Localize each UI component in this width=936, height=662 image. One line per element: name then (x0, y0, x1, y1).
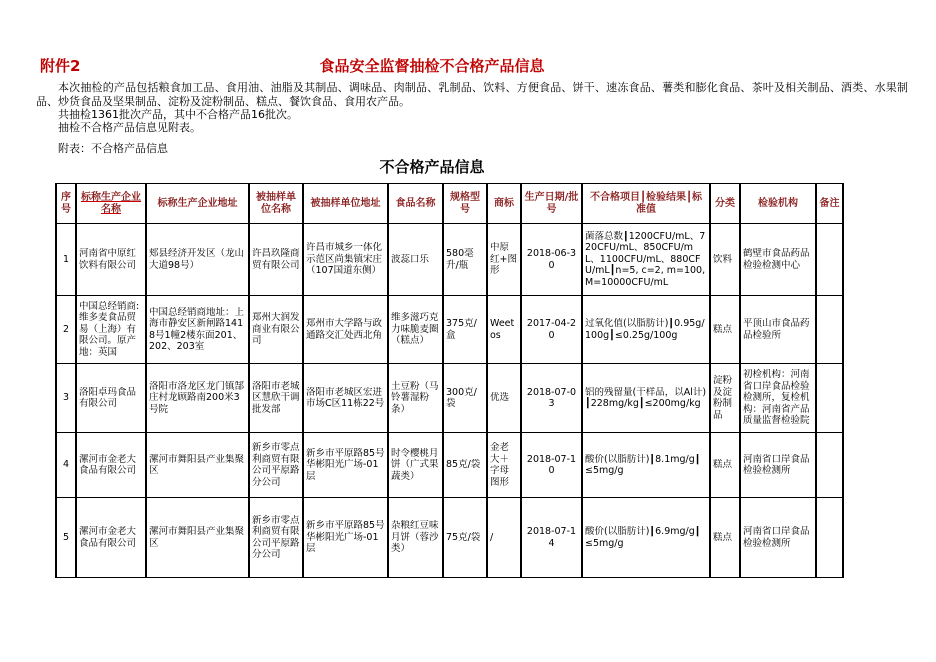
cell-text: 优选 (490, 392, 510, 404)
cell-text: 铝的残留量(干样品，以Al计)┃228mg/kg┃≤200mg/kg (585, 386, 707, 409)
cell-text: 4 (62, 459, 70, 471)
table-cell (443, 296, 487, 364)
table-cell (521, 364, 582, 433)
table-cell (740, 224, 816, 296)
table-cell (443, 224, 487, 296)
column-header: 商标 (487, 184, 521, 224)
column-header: 食品名称 (388, 184, 443, 224)
column-header: 被抽样单位名称 (249, 184, 303, 224)
cell-text: 漯河市舞阳县产业集聚区 (149, 526, 245, 549)
table-cell (487, 296, 521, 364)
cell-text: 375克/盒 (446, 318, 477, 341)
column-header: 生产日期/批号 (521, 184, 582, 224)
main-title: 食品安全监督抽检不合格产品信息 (319, 57, 545, 75)
column-header: 标称生产企业地址 (146, 184, 249, 224)
cell-text: 2018-07-10 (526, 453, 577, 476)
table-cell (443, 433, 487, 498)
cell-text: 许昌市城乡一体化示范区尚集镇宋庄（107国道东侧） (306, 242, 383, 277)
column-header: 备注 (816, 184, 843, 224)
cell-text: 2018-06-30 (526, 248, 577, 271)
defect-products-table (55, 183, 844, 578)
cell-text: 中国总经销商:维多麦食品贸易（上海）有限公司。原产地：英国 (79, 300, 140, 358)
attachment-label: 附件2 (40, 57, 81, 75)
appendix-line: 附表：不合格产品信息 (58, 142, 168, 155)
cell-text: 580毫升/瓶 (446, 248, 474, 271)
cell-text: 新乡市零点利商贸有限公司平原路分公司 (252, 442, 300, 488)
table-cell (582, 498, 710, 578)
cell-text: 新乡市平原路85号华彬阳光广场-01层 (306, 447, 385, 482)
cell-text: 2017-04-20 (526, 318, 577, 341)
table-cell (249, 433, 303, 498)
table-cell (249, 296, 303, 364)
column-header: 分类 (710, 184, 740, 224)
cell-text: 洛阳市洛龙区龙门镇郜庄村龙顾路南200米3号院 (149, 380, 245, 415)
cell-text: 平顶山市食品药品检验所 (743, 318, 810, 341)
cell-text: 过氧化值(以脂肪计)┃0.95g/100g┃≤0.25g/100g (585, 318, 705, 341)
cell-text: 金老大＋字母图形 (490, 442, 510, 488)
table-cell (146, 296, 249, 364)
table-cell (710, 364, 740, 433)
table-cell (303, 364, 388, 433)
intro-paragraph: 本次抽检的产品包括粮食加工品、食用油、油脂及其制品、调味品、肉制品、乳制品、饮料、方便食品、饼干、速冻食品、薯类和膨化食品、茶叶及相关制品、酒类、水果制品、炒货食品及坚果制品、淀粉及淀粉制品、糕点、餐饮食品、食用农产品。 (36, 81, 908, 108)
table-cell (521, 433, 582, 498)
cell-text: 河南省口岸食品检验检测所 (743, 526, 810, 549)
table-cell (740, 433, 816, 498)
table-cell (816, 224, 843, 296)
cell-text: 中国总经销商地址：上海市静安区新闸路1418号1幢2楼东面201、202、203室 (149, 306, 245, 352)
cell-text: 饮料 (713, 253, 733, 265)
column-header: 检验机构 (740, 184, 816, 224)
cell-text: 杂粮红豆味月饼（蓉沙类） (391, 520, 439, 555)
main-title-wrap (0, 55, 864, 76)
table-cell (487, 364, 521, 433)
cell-text: 糕点 (713, 459, 733, 471)
table-cell (443, 498, 487, 578)
cell-text: 2 (62, 323, 70, 335)
table-cell (816, 364, 843, 433)
column-header: 规格型号 (443, 184, 487, 224)
table-cell (76, 498, 146, 578)
table-cell (816, 296, 843, 364)
table-cell (582, 364, 710, 433)
stats-line: 共抽检1361批次产品，其中不合格产品16批次。 (58, 108, 298, 121)
cell-text: 洛阳市老城区慧欣干调批发部 (252, 380, 300, 415)
cell-text: 河南省中原红饮料有限公司 (79, 248, 137, 271)
table-cell (710, 224, 740, 296)
cell-text: 糕点 (713, 323, 733, 335)
table-cell (76, 224, 146, 296)
table-cell (388, 433, 443, 498)
table-head (56, 184, 843, 224)
table-cell (56, 296, 76, 364)
table-cell (146, 433, 249, 498)
column-header: 序号 (56, 184, 76, 224)
table-cell (146, 498, 249, 578)
cell-text: 波蕊口乐 (391, 253, 430, 265)
column-header: 不合格项目┃检验结果┃标准值 (582, 184, 710, 224)
cell-text: 酸价(以脂肪计)┃8.1mg/g┃≤5mg/g (585, 453, 701, 476)
cell-text: 漯河市金老大食品有限公司 (79, 526, 137, 549)
table-row (56, 364, 843, 433)
cell-text: 时令樱桃月饼（广式果蔬类） (391, 447, 439, 482)
cell-text: 5 (62, 531, 70, 543)
cell-text: 新乡市平原路85号华彬阳光广场-01层 (306, 520, 385, 555)
table-cell (816, 498, 843, 578)
table-cell (740, 296, 816, 364)
cell-text: 新乡市零点利商贸有限公司平原路分公司 (252, 514, 300, 560)
table-cell (303, 433, 388, 498)
cell-text: 1 (62, 253, 70, 265)
cell-text: 菌落总数┃1200CFU/mL、720CFU/mL、850CFU/mL、1100CFU/mL、880CFU/mL┃n=5, c=2, m=100, M=10000CFU/mL (585, 230, 706, 288)
table-cell (487, 224, 521, 296)
cell-text: 漯河市舞阳县产业集聚区 (149, 453, 245, 476)
cell-text: Weetos (490, 318, 515, 341)
cell-text: 3 (62, 392, 70, 404)
table-cell (146, 224, 249, 296)
table-cell (710, 433, 740, 498)
cell-text: 郏县经济开发区（龙山大道98号） (149, 248, 245, 271)
cell-text: 300克/袋 (446, 386, 477, 409)
cell-text: 85克/袋 (446, 459, 481, 471)
table-cell (582, 224, 710, 296)
cell-text: 漯河市金老大食品有限公司 (79, 453, 137, 476)
cell-text: 洛阳卓玛食品有限公司 (79, 386, 137, 409)
table-cell (443, 364, 487, 433)
table-cell (388, 224, 443, 296)
table-cell (303, 296, 388, 364)
cell-text: 75克/袋 (446, 531, 481, 543)
table-cell (582, 433, 710, 498)
cell-text: 中原红+图形 (490, 242, 517, 277)
cell-text: 许昌玖隆商贸有限公司 (252, 248, 300, 271)
table-cell (582, 296, 710, 364)
table-cell (249, 364, 303, 433)
table-cell (303, 224, 388, 296)
table-cell (521, 498, 582, 578)
table-cell (249, 498, 303, 578)
table-row (56, 498, 843, 578)
table-cell (303, 498, 388, 578)
cell-text: 维多滋巧克力味脆麦圈（糕点） (391, 312, 439, 347)
cell-text: 2018-07-14 (526, 526, 577, 549)
table-cell (56, 364, 76, 433)
cell-text: 初检机构：河南省口岸食品检验检测所，复检机构：河南省产品质量监督检验院 (743, 369, 810, 427)
table-cell (816, 433, 843, 498)
cell-text: / (490, 531, 494, 543)
table-cell (740, 498, 816, 578)
table-title-wrap (0, 156, 864, 177)
table-cell (146, 364, 249, 433)
column-header: 标称生产企业名称 (76, 184, 146, 224)
table-body (56, 224, 843, 578)
table-title: 不合格产品信息 (379, 158, 485, 176)
table-cell (76, 296, 146, 364)
table-cell (521, 224, 582, 296)
table-cell (710, 296, 740, 364)
table-cell (740, 364, 816, 433)
table-cell (56, 433, 76, 498)
table-cell (710, 498, 740, 578)
cell-text: 土豆粉（马铃薯湿粉条） (391, 380, 439, 415)
cell-text: 河南省口岸食品检验检测所 (743, 453, 810, 476)
column-header: 被抽样单位地址 (303, 184, 388, 224)
table-cell (487, 498, 521, 578)
cell-text: 郑州大润发商业有限公司 (252, 312, 300, 347)
note-line: 抽检不合格产品信息见附表。 (58, 121, 201, 134)
table-cell (487, 433, 521, 498)
cell-text: 淀粉及淀粉制品 (713, 375, 733, 421)
table-header-row (56, 184, 843, 224)
cell-text: 酸价(以脂肪计)┃6.9mg/g┃≤5mg/g (585, 526, 701, 549)
cell-text: 郑州市大学路与政通路交汇处西北角 (306, 318, 383, 341)
cell-text: 糕点 (713, 531, 733, 543)
table-cell (521, 296, 582, 364)
table-row (56, 433, 843, 498)
table-cell (76, 364, 146, 433)
table-cell (76, 433, 146, 498)
table-cell (388, 364, 443, 433)
table-cell (388, 498, 443, 578)
cell-text: 鹤壁市食品药品检验检测中心 (743, 248, 810, 271)
table-row (56, 224, 843, 296)
table-cell (56, 498, 76, 578)
table-row (56, 296, 843, 364)
table-cell (249, 224, 303, 296)
cell-text: 洛阳市老城区宏进市场C区11栋22号 (306, 386, 385, 409)
table-cell (388, 296, 443, 364)
table-cell (56, 224, 76, 296)
cell-text: 2018-07-03 (526, 386, 577, 409)
